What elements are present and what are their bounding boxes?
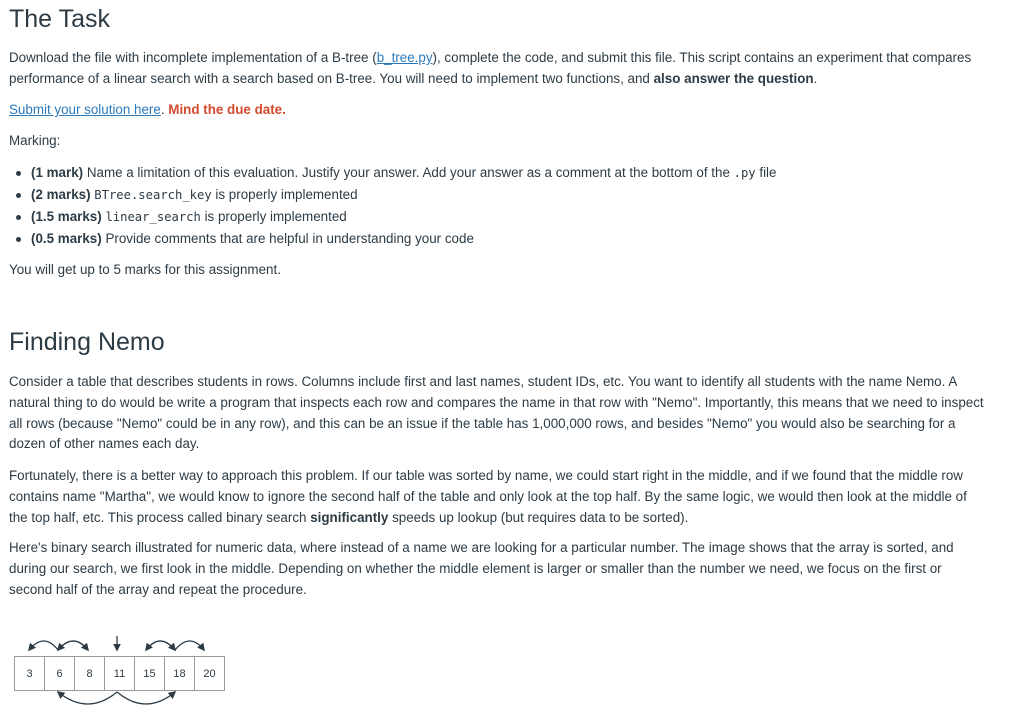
intro-text-2: ), complete the code, and submit this file. This script contains an experiment that compares performance of a linear search with a search based on B-tree. You will need to implement two functions, and xyxy=(9,50,972,86)
marking-item-text-end: is properly implemented xyxy=(200,209,347,224)
submit-line xyxy=(9,100,984,121)
marking-item xyxy=(31,206,984,228)
array-cell: 18 xyxy=(165,657,195,690)
nemo-paragraph-2-text: Fortunately, there is a better way to approach this problem. If our table was sorted by name, we could start right in the middle, and if we found that the middle row contains name "Martha", we would know to ignore the second half of the table and only look at the top half. By the same logic, we would then look at the middle of the top half, etc. This process called binary search xyxy=(9,468,967,525)
intro-text-1: Download the file with incomplete implementation of a B-tree ( xyxy=(9,50,377,65)
marking-item-code: BTree.search_key xyxy=(94,188,212,202)
total-marks-block xyxy=(9,260,984,281)
nemo-paragraph-2-block xyxy=(9,466,984,528)
nemo-paragraph-3-block xyxy=(9,538,984,600)
arrow-arc-right-2 xyxy=(175,641,204,650)
marking-item-code: .py xyxy=(733,166,756,180)
nemo-paragraph-2-end: speeds up lookup (but requires data to be sorted). xyxy=(388,509,689,525)
marking-item-code: linear_search xyxy=(105,210,201,224)
nemo-paragraph-2-bold: significantly xyxy=(310,509,389,525)
marking-label-block xyxy=(9,131,984,152)
finding-nemo-heading: Finding Nemo xyxy=(9,328,165,356)
total-marks-text: You will get up to 5 marks for this assignment. xyxy=(9,262,281,277)
marking-item xyxy=(31,228,984,250)
array-cell: 20 xyxy=(203,667,216,680)
marking-item-marks: (0.5 marks) xyxy=(31,231,102,246)
array-cell: 15 xyxy=(135,657,165,690)
nemo-paragraph-1-block xyxy=(9,372,984,455)
marking-item-marks: (1.5 marks) xyxy=(31,209,102,224)
marking-item xyxy=(31,162,984,184)
nemo-paragraph-3: Here's binary search illustrated for numeric data, where instead of a name we are looking for a particular number. The image shows that the array is sorted, and during our search, we first look in the middle. Depending on whether the middle element is larger or smaller than the number we need, we focus on the first or second half of the array and repeat the procedure. xyxy=(9,540,954,597)
marking-item xyxy=(31,184,984,206)
intro-end: . xyxy=(813,70,818,86)
arrow-arc-bottom-right xyxy=(117,692,175,704)
array-cell: 3 xyxy=(15,657,45,690)
marking-item-marks: (2 marks) xyxy=(31,187,91,202)
arrow-arc-left-2 xyxy=(29,641,58,650)
marking-label: Marking: xyxy=(9,133,61,148)
arrow-arc-right-3 xyxy=(146,641,175,650)
marking-item-text: Provide comments that are helpful in understanding your code xyxy=(101,231,474,246)
sorted-array xyxy=(14,656,225,691)
marking-item-text-end: file xyxy=(755,165,777,180)
due-date-warning: Mind the due date. xyxy=(168,102,286,117)
nemo-paragraph-1: Consider a table that describes students in rows. Columns include first and last names, student IDs, etc. You want to identify all students with the name Nemo. A natural thing to do would be write a program that inspects each row and compares the name in that row with "Nemo". Importantly, this means that we need to inspect all rows (because "Nemo" could be in any row), and this can be an issue if the table has 1,000,000 rows, and besides "Nemo" you would also be searching for a dozen of other names each day. xyxy=(9,374,984,452)
marking-item-text: Name a limitation of this evaluation. Justify your answer. Add your answer as a comment at the bottom of the xyxy=(83,165,734,180)
array-cell-middle: 11 xyxy=(105,657,135,690)
arrow-arc-left-3 xyxy=(58,641,88,650)
submit-separator: . xyxy=(160,102,169,117)
marking-list-block xyxy=(9,162,984,250)
intro-bold-text: also answer the question xyxy=(653,70,814,86)
task-intro xyxy=(9,48,984,90)
marking-list xyxy=(9,162,984,250)
task-heading: The Task xyxy=(9,5,110,33)
submit-solution-link[interactable]: Submit your solution here xyxy=(9,102,161,117)
arrow-arc-bottom-left xyxy=(58,692,117,704)
array-cell: 6 xyxy=(45,657,75,690)
array-cell: 8 xyxy=(75,657,105,690)
b-tree-file-link[interactable]: b_tree.py xyxy=(376,50,433,65)
nemo-paragraph-2 xyxy=(9,466,984,528)
marking-item-marks: (1 mark) xyxy=(31,165,84,180)
marking-item-text-end: is properly implemented xyxy=(211,187,358,202)
